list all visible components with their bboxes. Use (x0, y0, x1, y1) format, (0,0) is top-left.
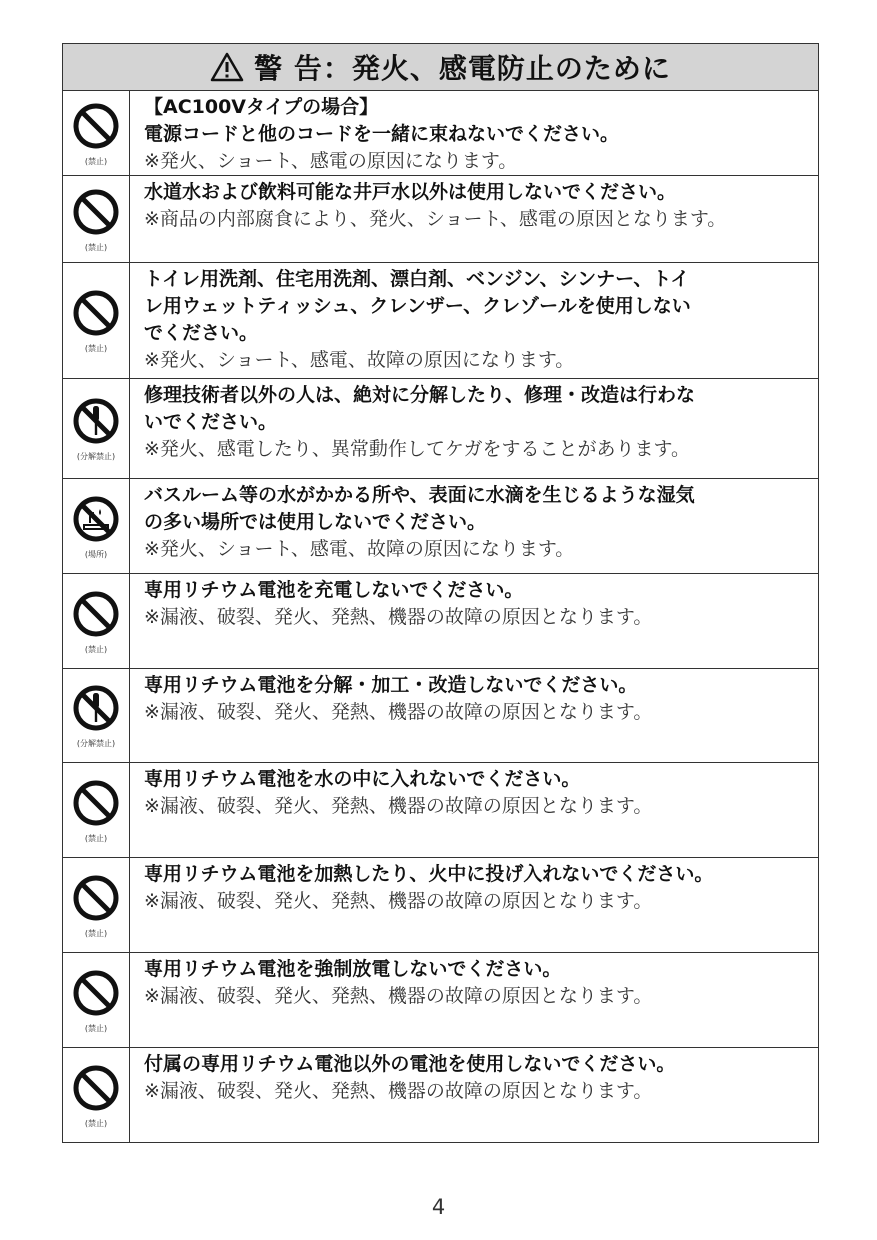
prohibition-icon (72, 102, 120, 150)
icon-cell (63, 574, 130, 668)
row-text (130, 858, 818, 952)
warning-note: ※発火、ショート、感電、故障の原因になります。 (144, 538, 575, 560)
row-text (130, 953, 818, 1047)
warning-note: ※漏液、破裂、発火、発熱、機器の故障の原因となります。 (144, 1080, 653, 1102)
icon-label: (禁止) (84, 156, 108, 166)
icon-label: (禁止) (84, 344, 108, 353)
warning-text-line: 専用リチウム電池を水の中に入れないでください。 (144, 768, 581, 790)
icon-label: (禁止) (84, 242, 108, 252)
warning-triangle-icon (210, 52, 244, 82)
warning-row (63, 669, 818, 763)
warning-text-line: の多い場所では使用しないでください。 (144, 511, 487, 533)
warning-text-line: 専用リチウム電池を充電しないでください。 (144, 579, 524, 601)
no-disassembly-icon (72, 684, 120, 732)
row-text (130, 379, 818, 478)
warning-text-line: でください。 (144, 322, 259, 344)
icon-label: (分解禁止) (76, 452, 116, 461)
icon-label: (禁止) (84, 1118, 108, 1128)
warning-text-line: トイレ用洗剤、住宅用洗剤、漂白剤、ベンジン、シンナー、トイ (144, 268, 690, 290)
warning-row (63, 1048, 818, 1142)
prohibition-icon (72, 289, 120, 337)
row-text (130, 669, 818, 762)
icon-cell (63, 953, 130, 1047)
icon-cell (63, 669, 130, 762)
icon-label: (禁止) (84, 1023, 108, 1033)
warning-note: ※漏液、破裂、発火、発熱、機器の故障の原因となります。 (144, 701, 653, 723)
warning-note: ※漏液、破裂、発火、発熱、機器の故障の原因となります。 (144, 795, 653, 817)
icon-cell (63, 263, 130, 378)
warning-text-line: 専用リチウム電池を分解・加工・改造しないでください。 (144, 674, 638, 696)
warning-text-line: 専用リチウム電池を加熱したり、火中に投げ入れないでください。 (144, 863, 714, 885)
warning-text-line: 電源コードと他のコードを一緒に束ねないでください。 (144, 123, 620, 145)
row-text (130, 176, 818, 262)
warning-note: ※漏液、破裂、発火、発熱、機器の故障の原因となります。 (144, 890, 653, 912)
row-text (130, 574, 818, 668)
row-text (130, 763, 818, 857)
warning-text-line: いでください。 (144, 411, 278, 433)
warning-text-line: 水道水および飲料可能な井戸水以外は使用しないでください。 (144, 181, 677, 203)
prohibition-icon (72, 874, 120, 922)
warning-text-line: 修理技術者以外の人は、絶対に分解したり、修理・改造は行わな (144, 384, 696, 406)
prohibition-icon (72, 188, 120, 236)
page-number: 4 (431, 1195, 446, 1219)
no-wet-place-icon (72, 495, 120, 543)
prohibition-icon (72, 1064, 120, 1112)
warning-title: 警 告：発火、感電防止のために (254, 52, 671, 85)
no-disassembly-icon (72, 397, 120, 445)
warning-row (63, 379, 818, 479)
warning-row (63, 479, 818, 574)
warning-row (63, 858, 818, 953)
warning-note: ※漏液、破裂、発火、発熱、機器の故障の原因となります。 (144, 606, 653, 628)
icon-cell (63, 91, 130, 175)
warning-row (63, 91, 818, 176)
icon-label: (分解禁止) (76, 739, 116, 748)
warning-table (62, 43, 819, 1143)
warning-row (63, 263, 818, 379)
prohibition-icon (72, 779, 120, 827)
icon-label: (禁止) (84, 833, 108, 843)
icon-cell (63, 479, 130, 573)
warning-text-line: 専用リチウム電池を強制放電しないでください。 (144, 958, 562, 980)
prohibition-icon (72, 969, 120, 1017)
warning-note: ※商品の内部腐食により、発火、ショート、感電の原因となります。 (144, 208, 727, 230)
icon-label: (禁止) (84, 928, 108, 938)
icon-cell (63, 1048, 130, 1142)
warning-row (63, 953, 818, 1048)
icon-label: (禁止) (84, 644, 108, 654)
icon-cell (63, 858, 130, 952)
row-text (130, 1048, 818, 1142)
warning-note: ※発火、ショート、感電の原因になります。 (144, 150, 518, 172)
warning-row (63, 176, 818, 263)
icon-label: (場所) (84, 549, 108, 559)
warning-header (63, 44, 818, 91)
warning-note: ※発火、ショート、感電、故障の原因になります。 (144, 349, 575, 371)
row-text (130, 479, 818, 573)
warning-note: ※発火、感電したり、異常動作してケガをすることがあります。 (144, 438, 691, 460)
icon-cell (63, 176, 130, 262)
warning-text-line: バスルーム等の水がかかる所や、表面に水滴を生じるような湿気 (144, 484, 695, 506)
row-text (130, 91, 818, 175)
warning-row (63, 763, 818, 858)
icon-cell (63, 379, 130, 478)
warning-text-line: 【AC100Vタイプの場合】 (144, 96, 379, 118)
warning-text-line: 付属の専用リチウム電池以外の電池を使用しないでください。 (144, 1053, 676, 1075)
warning-row (63, 574, 818, 669)
icon-cell (63, 763, 130, 857)
warning-note: ※漏液、破裂、発火、発熱、機器の故障の原因となります。 (144, 985, 653, 1007)
prohibition-icon (72, 590, 120, 638)
row-text (130, 263, 818, 378)
warning-text-line: レ用ウェットティッシュ、クレンザー、クレゾールを使用しない (144, 295, 691, 317)
